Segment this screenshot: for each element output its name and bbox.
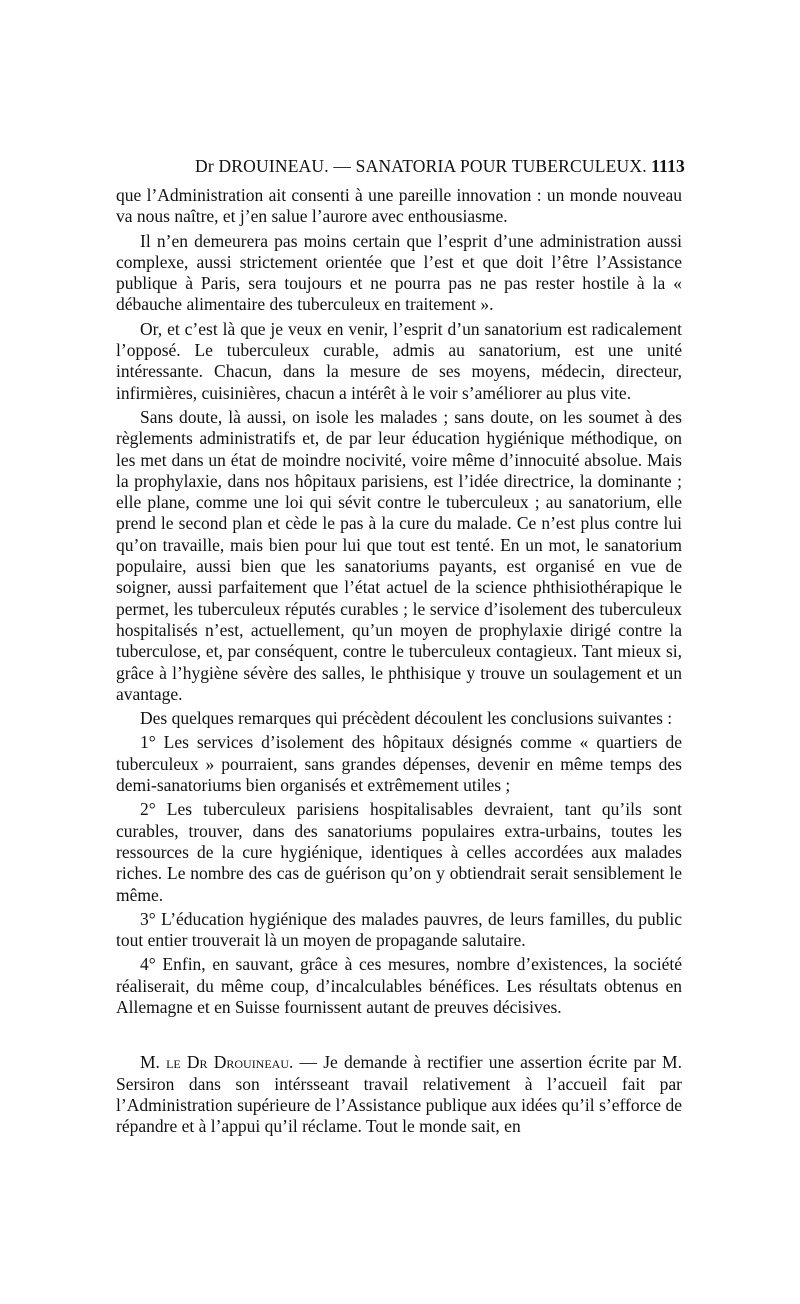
page-number: 1113: [651, 156, 685, 176]
body-text: [116, 185, 682, 1140]
conclusion-item: 3° L’éducation hygiénique des malades pauvres, de leurs familles, du public tout entier trouverait là un moyen de propagande salutaire.: [116, 908, 682, 951]
conclusion-item: 1° Les services d’isolement des hôpitaux désignés comme « quartiers de tuberculeux » pourraient, sans grandes dépenses, devenir en même temps des demi-sanatoriums bien organisés et extrêmement utiles ;: [116, 732, 682, 796]
paragraph: que l’Administration ait consenti à une pareille innovation : un monde nouveau va nous naître, et j’en salue l’aurore avec enthousiasme.: [116, 185, 682, 227]
paragraph: Il n’en demeurera pas moins certain que l’esprit d’une administration aussi complexe, aussi strictement orientée que l’est et que doit l’être l’Assistance publique à Paris, sera toujours et ne pourra pas ne pas rester hostile à la « débauche alimentaire des tuberculeux en traitement ».: [116, 230, 682, 315]
conclusion-item: 2° Les tuberculeux parisiens hospitalisables devraient, tant qu’ils sont curables, trouver, dans des sanatoriums populaires extra-urbains, toutes les ressources de la cure hygiénique, identiques à celles accordées aux malades riches. Le nombre des cas de guérison qu’on y obtiendrait serait sensiblement le même.: [116, 799, 682, 905]
conclusion-item: 4° Enfin, en sauvant, grâce à ces mesures, nombre d’existences, la société réaliserait, du même coup, d’incalculables bénéfices. Les résultats obtenus en Allemagne et en Suisse fournissent autant de preuves décisives.: [116, 954, 682, 1017]
reply-speaker: M. le Dr Drouineau.: [140, 1052, 294, 1073]
paragraph: Des quelques remarques qui précèdent découlent les conclusions suivantes :: [140, 708, 673, 729]
running-title: Dr DROUINEAU. — SANATORIA POUR TUBERCULEUX.: [195, 156, 647, 176]
reply-paragraph: [116, 1052, 682, 1137]
paragraph: Sans doute, là aussi, on isole les malades ; sans doute, on les soumet à des règlements administratifs et, de par leur éducation hygiénique méthodique, on les met dans un état de moindre nocivité, voire même d’innocuité absolue. Mais la prophylaxie, dans nos hôpitaux parisiens, est l’idée directrice, la dominante ; elle plane, comme une loi qui sévit contre le tuberculeux ; au sanatorium, elle prend le second plan et cède le pas à la cure du malade. Ce n’est plus contre lui qu’on travaille, mais bien pour lui que tout est tenté. En un mot, le sanatorium populaire, aussi bien que les sanatoriums payants, est organisé en vue de soigner, aussi parfaitement que l’état actuel de la science phthisiothérapique le permet, les tuberculeux réputés curables ; le service d’isolement des tuberculeux hospitalisés n’est, actuellement, qu’un moyen de prophylaxie dirigé contre la tuberculose, et, par conséquent, contre le tuberculeux contagieux. Tant mieux si, grâce à l’hygiène sévère des salles, le phthisique y trouve un soulagement et un avantage.: [116, 406, 682, 704]
running-header: [195, 155, 685, 177]
reply-text: — Je demande à rectifier une assertion écrite par M. Sersiron dans son intérsseant travail relativement à l’accueil fait par l’Administration supérieure de l’Assistance publique aux idées qu’il s’efforce de répandre et à l’appui qu’il réclame. Tout le monde sait, en: [116, 1052, 682, 1137]
paragraph: Or, et c’est là que je veux en venir, l’esprit d’un sanatorium est radicalement l’opposé. Le tuberculeux curable, admis au sanatorium, est une unité intéressante. Chacun, dans la mesure de ses moyens, médecin, directeur, infirmières, cuisinières, chacun a intérêt à le voir s’améliorer au plus vite.: [116, 318, 682, 403]
